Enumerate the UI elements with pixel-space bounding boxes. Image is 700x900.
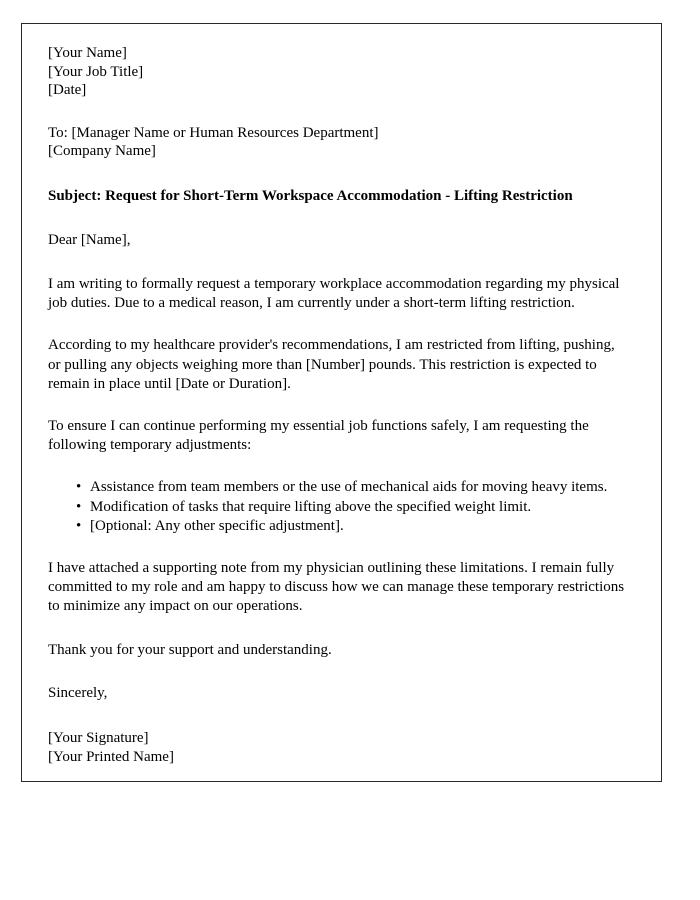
document-page	[21, 23, 662, 782]
salutation: Dear [Name],	[48, 231, 131, 248]
signature-block	[48, 729, 628, 766]
letter-content	[48, 44, 628, 766]
recipient-address-block	[48, 124, 628, 161]
printed-name-placeholder: [Your Printed Name]	[48, 748, 174, 765]
sender-name: [Your Name]	[48, 45, 127, 61]
recipient-to-line: To: [Manager Name or Human Resources Department]	[48, 124, 379, 141]
body-paragraph-2: According to my healthcare provider's recommendations, I am restricted from lifting, pushing, or pulling any objects weighing more than [Number] pounds. This restriction is expected to remain in place until [Date or Duration].	[48, 337, 615, 392]
requested-adjustments-list	[48, 478, 628, 536]
list-item: • [Optional: Any other specific adjustment].	[90, 517, 628, 536]
sender-address-block	[48, 44, 628, 100]
list-item: • Modification of tasks that require lifting above the specified weight limit.	[90, 498, 628, 517]
closing-paragraph: I have attached a supporting note from my physician outlining these limitations. I remain fully committed to my role and am happy to discuss how we can manage these temporary restrictions to minimize any impact on our operations.	[48, 560, 625, 615]
body-paragraph-1: I am writing to formally request a temporary workplace accommodation regarding my physical job duties. Due to a medical reason, I am currently under a short-term lifting restriction.	[48, 275, 620, 312]
recipient-company: [Company Name]	[48, 143, 156, 160]
thanks-paragraph: Thank you for your support and understanding.	[48, 641, 332, 658]
signature-placeholder: [Your Signature]	[48, 730, 149, 747]
subject-line: Subject: Request for Short-Term Workspace Accommodation - Lifting Restriction	[48, 187, 573, 204]
sender-job-title: [Your Job Title]	[48, 63, 144, 80]
signoff: Sincerely,	[48, 684, 108, 701]
list-item: • Assistance from team members or the use of mechanical aids for moving heavy items.	[90, 478, 628, 497]
body-paragraph-3: To ensure I can continue performing my essential job functions safely, I am requesting the following temporary adjustments:	[48, 417, 589, 454]
letter-date: [Date]	[48, 82, 87, 99]
